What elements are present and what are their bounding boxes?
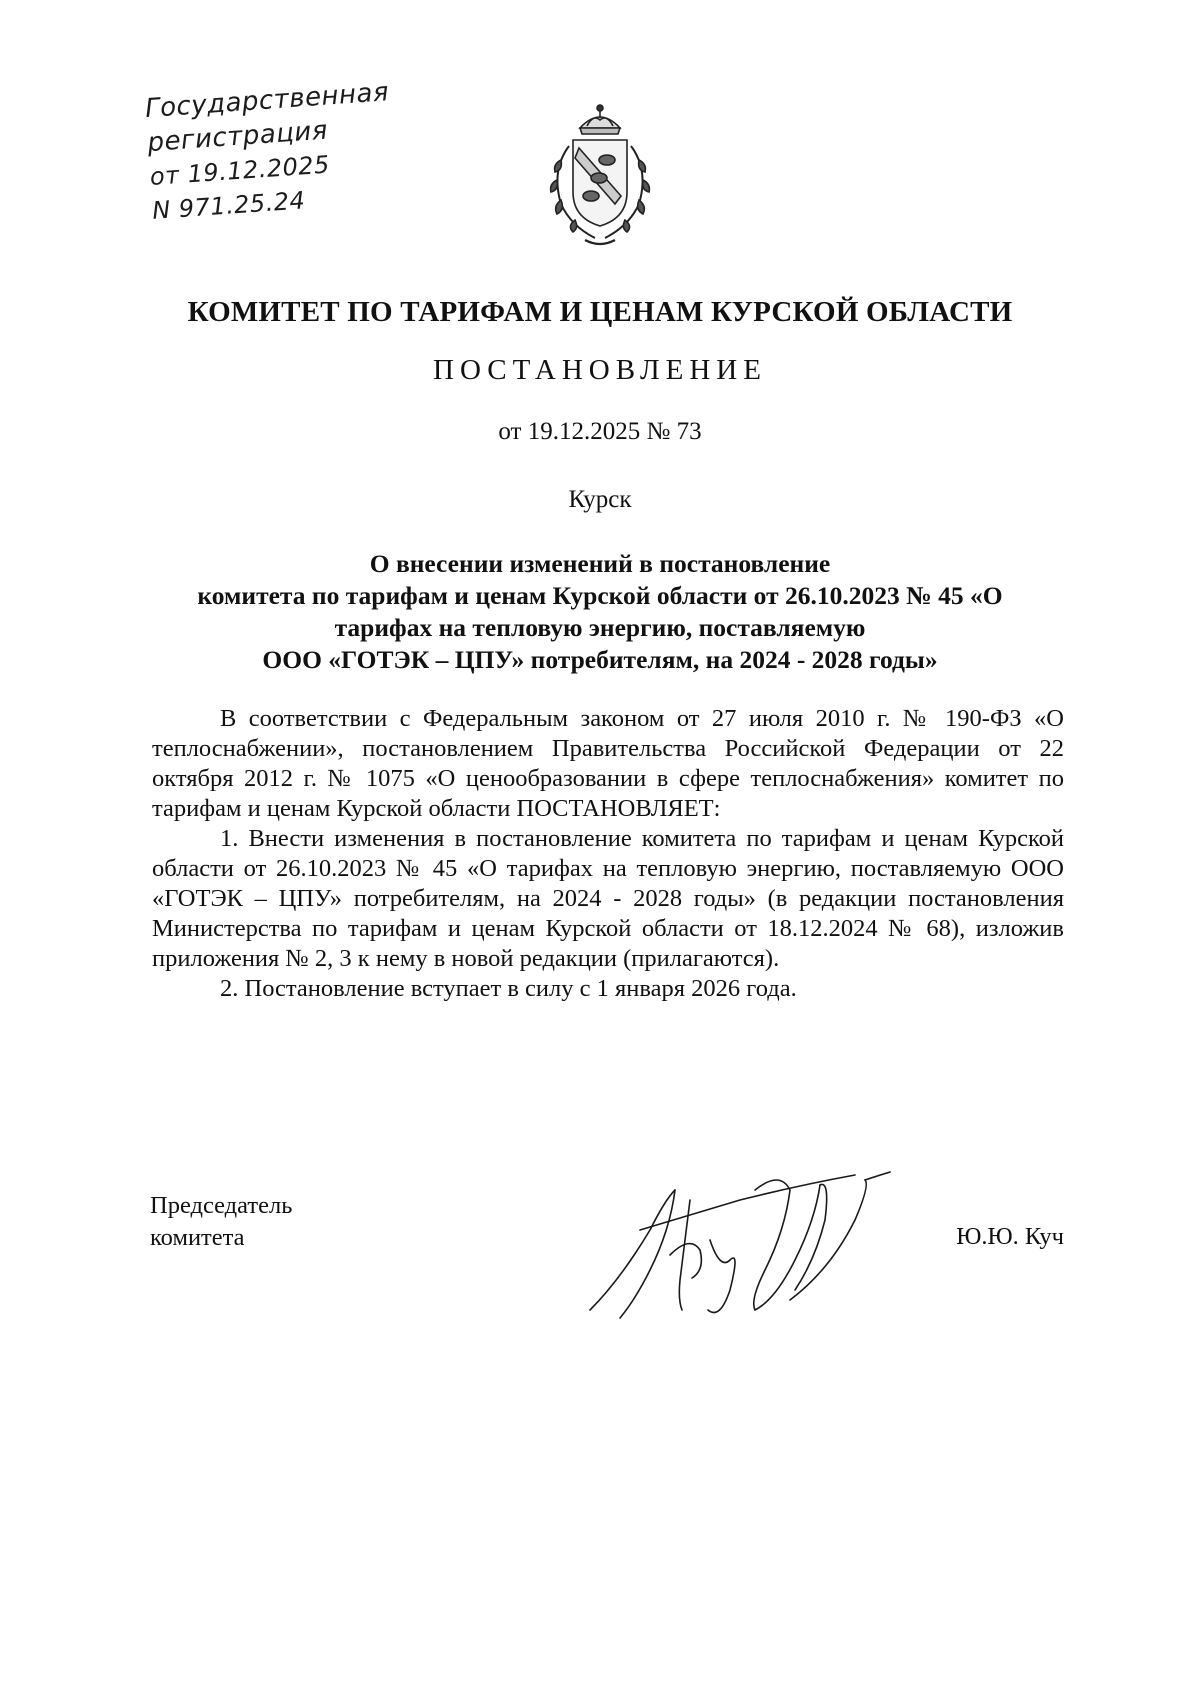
registration-note-number: N 971.25.24 bbox=[151, 186, 307, 225]
signer-title bbox=[150, 1190, 292, 1254]
registration-note-date: от 19.12.2025 bbox=[148, 150, 331, 192]
signer-title-line-2: комитета bbox=[150, 1224, 245, 1251]
handwritten-signature-icon bbox=[580, 1160, 940, 1340]
registration-note-line-2: регистрация bbox=[146, 115, 329, 159]
subject-line-3: тарифах на тепловую энергию, поставляемую bbox=[334, 613, 866, 642]
document-type: ПОСТАНОВЛЕНИЕ bbox=[433, 354, 767, 386]
body-item-2: 2. Постановление вступает в силу с 1 января 2026 года. bbox=[220, 975, 797, 1002]
subject-line-1: О внесении изменений в постановление bbox=[369, 549, 831, 578]
subject-line-4: ООО «ГОТЭК – ЦПУ» потребителям, на 2024 - 2028 годы» bbox=[262, 645, 938, 674]
signer-name: Ю.Ю. Куч bbox=[956, 1223, 1064, 1250]
subject-line-2: комитета по тарифам и ценам Курской области от 26.10.2023 № 45 «О bbox=[197, 581, 1003, 610]
agency-name: КОМИТЕТ ПО ТАРИФАМ И ЦЕНАМ КУРСКОЙ ОБЛАСТИ bbox=[187, 296, 1013, 328]
body-preamble: В соответствии с Федеральным законом от 27 июля 2010 г. № 190-ФЗ «О теплоснабжении», постановлением Правительства Российской Федерации от 22 октября 2012 г. № 1075 «О ценообразовании в сфере теплоснабжения» комитет по тарифам и ценам Курской области ПОСТАНОВЛЯЕТ: bbox=[152, 705, 1064, 822]
kursk-coat-of-arms-icon bbox=[535, 100, 665, 250]
body-item-1: 1. Внести изменения в постановление комитета по тарифам и ценам Курской области от 26.10.2023 № 45 «О тарифах на тепловую энергию, поставляемую ООО «ГОТЭК – ЦПУ» потребителям, на 2024 - 2028 годы» (в редакции постановления Министерства по тарифам и ценам Курской области от 18.12.2024 № 68), изложив приложения № 2, 3 к нему в новой редакции (прилагаются). bbox=[152, 825, 1064, 972]
registration-handwritten-note bbox=[144, 76, 390, 272]
registration-note-line-1: Государственная bbox=[144, 77, 390, 125]
signer-title-line-1: Председатель bbox=[150, 1192, 293, 1219]
document-body bbox=[152, 704, 1064, 1004]
document-date-number: от 19.12.2025 № 73 bbox=[498, 418, 702, 445]
document-city: Курск bbox=[568, 486, 632, 513]
document-subject bbox=[150, 548, 1050, 676]
